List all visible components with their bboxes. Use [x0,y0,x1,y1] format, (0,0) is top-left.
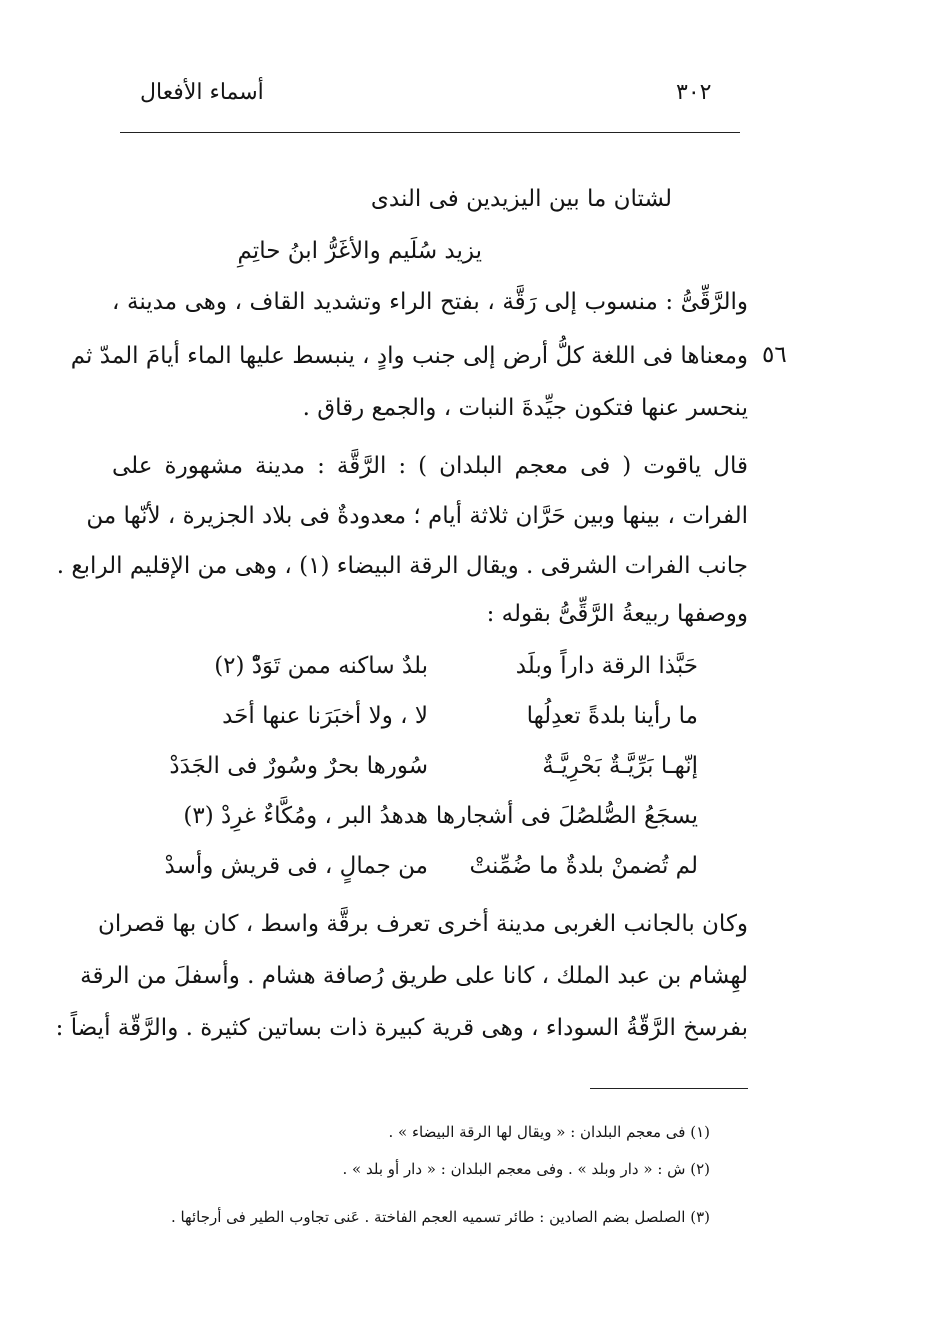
paragraph1-line-1: والرَّقِّىُّ : منسوب إلى رَقَّة ، بفتح الراء وتشديد القاف ، وهى مدينة ، [112,289,748,315]
verse-intro-line-1: لشتان ما بين اليزيدين فى الندى [370,186,672,212]
footnote-2: (٢) ش : « دار وبلد » . وفى معجم البلدان : « دار أو بلد » . [342,1160,710,1178]
poem-line-3-first: إنّهـا بَرِّيَّـةٌ بَحْرِيَّـةٌ [542,753,698,779]
poem-line-1-first: حَبَّذا الرقة داراً وبلَد [515,653,698,679]
footnote-1: (١) فى معجم البلدان : « ويقال لها الرقة البيضاء » . [388,1123,710,1141]
paragraph3-line-3: بفرسخ الرَّقّةُ السوداء ، وهى قرية كبيرة ذات بساتين كثيرة . والرَّقّة أيضاً : [55,1015,748,1041]
paragraph1-line-2: ومعناها فى اللغة كلُّ أرض إلى جنب وادٍ ، ينبسط عليها الماء أيامَ المدّ ثم [70,343,748,369]
poem-line-2-second: لا ، ولا أخبَرَنا عنها أحَد [222,703,428,729]
paragraph2-line-1: قال ياقوت ( فى معجم البلدان ) : الرَّقَّة : مدينة مشهورة على [112,453,748,479]
paragraph2-line-3: جانب الفرات الشرقى . ويقال الرقة البيضاء (١) ، وهى من الإقليم الرابع . [56,553,748,579]
poem-line-5-first: لم تُضمنْ بلدةٌ ما ضُمِّنتْ [469,853,698,879]
margin-line-number: ٥٦ [762,342,787,368]
verse-intro-line-2: يزيد سُلَيم والأغَرُّ ابنُ حاتِمِ [237,238,482,264]
paragraph2-line-4: ووصفها ربيعةُ الرَّقِّىُّ بقوله : [486,601,748,627]
footnote-divider [590,1088,748,1089]
poem-line-4-second: هدهدُ البر ، ومُكَّاءٌ غرِدْ (٣) [183,803,428,829]
paragraph3-line-2: لهِشام بن عبد الملك ، كانا على طريق رُصافة هشام . وأسفلَ من الرقة [80,963,748,989]
paragraph3-line-1: وكان بالجانب الغربى مدينة أخرى تعرف برقَّة واسط ، كان بها قصران [98,911,748,937]
page-number: ٣٠٢ [676,80,712,105]
running-title: أسماء الأفعال [140,80,264,105]
poem-line-3-second: سُورها بحرٌ وسُورٌ فى الجَدَدْ [169,753,428,779]
poem-line-5-second: من جمالٍ ، فى قريش وأسدْ [164,853,428,879]
poem-line-2-first: ما رأينا بلدةً تعدِلُها [526,703,698,729]
paragraph2-line-2: الفرات ، بينها وبين حَرَّان ثلاثة أيام ؛ معدودةٌ فى بلاد الجزيرة ، لأنّها من [86,503,748,529]
paragraph1-line-3: ينحسر عنها فتكون جيِّدةَ النبات ، والجمع رقاق . [302,395,748,421]
header-divider [120,132,740,133]
footnote-3: (٣) الصلصل بضم الصادين : طائر تسميه العجم الفاختة . عَنى تجاوب الطير فى أرجائها . [170,1208,710,1226]
poem-line-4-first: يسجَعُ الصُّلصُلَ فى أشجارها [435,803,698,829]
poem-line-1-second: بلدٌ ساكنه ممن تَوَدّْ (٢) [214,653,428,679]
